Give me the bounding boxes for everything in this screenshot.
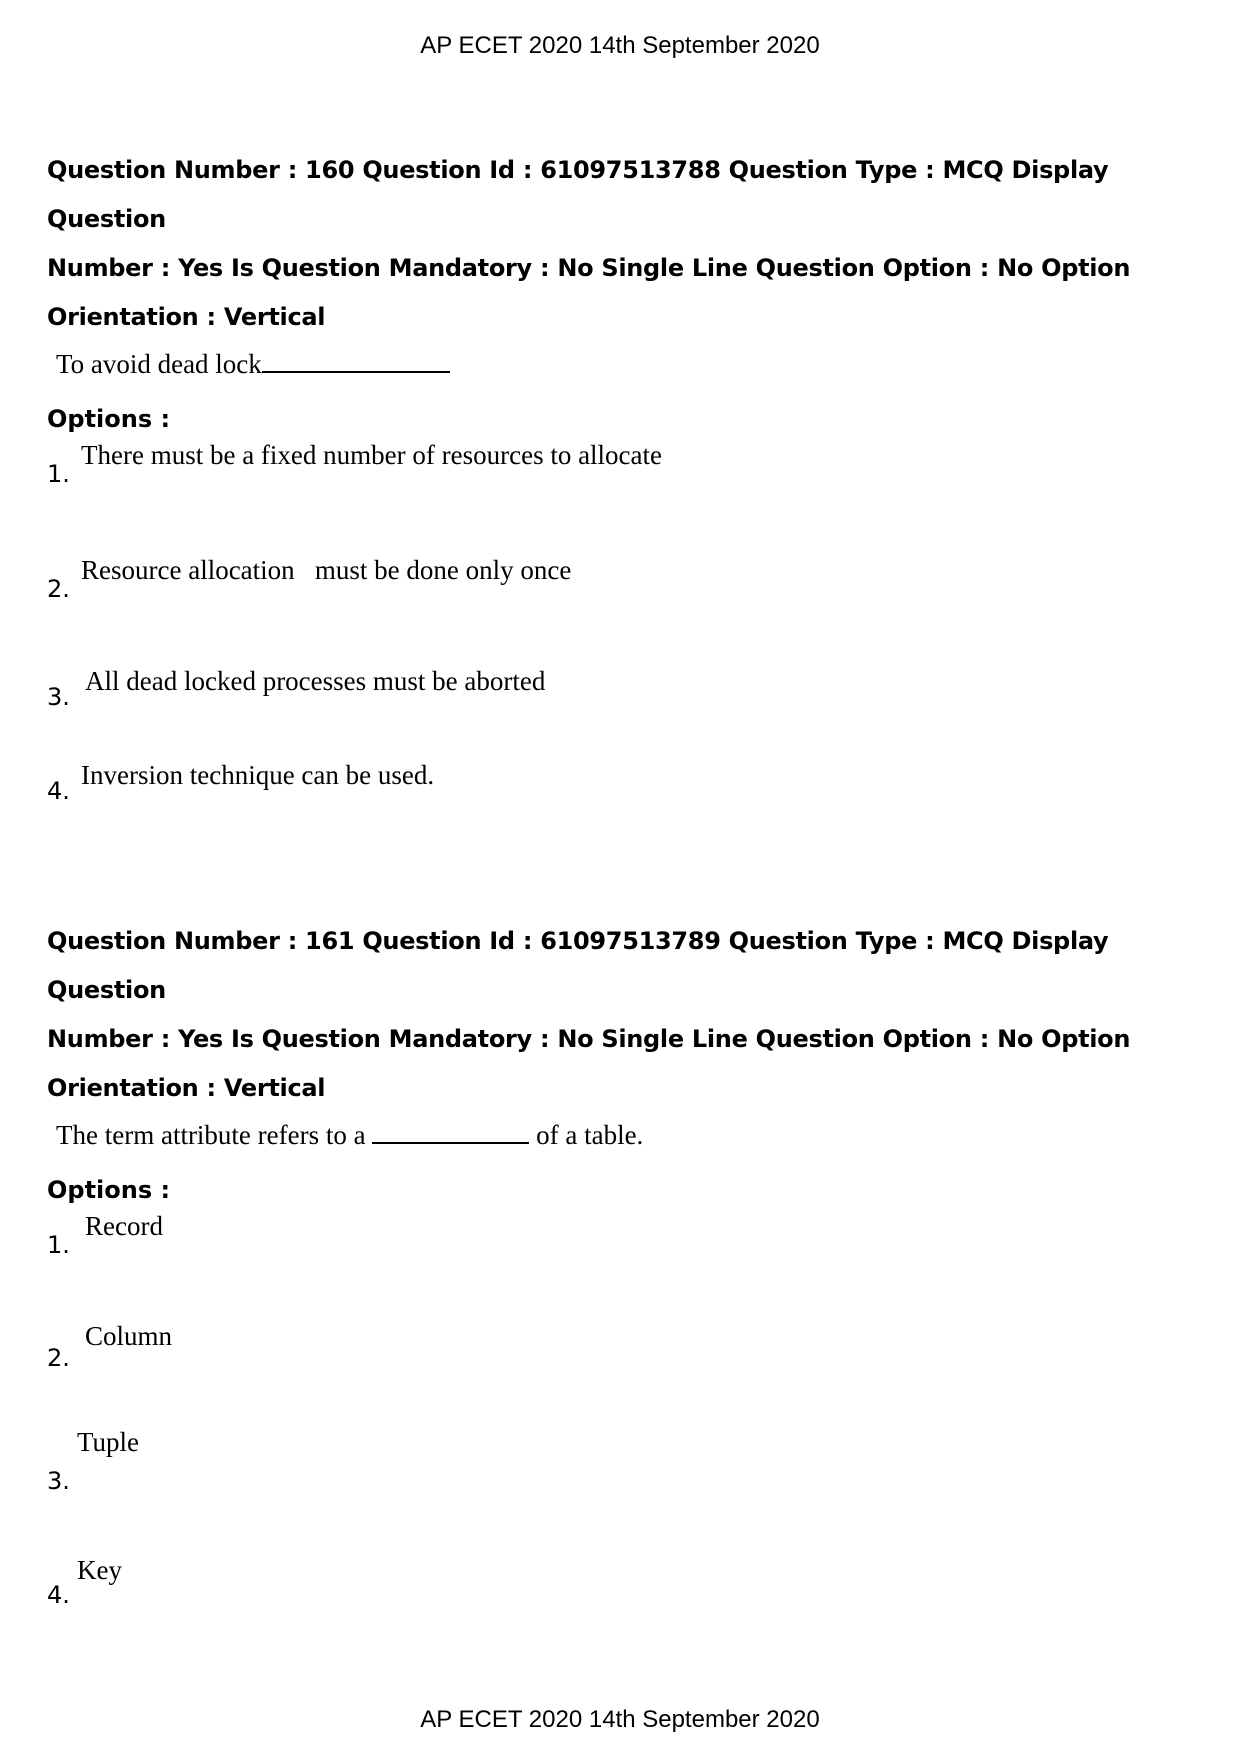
question-text-after: of a table.	[529, 1120, 644, 1150]
option-1[interactable]	[47, 440, 1207, 550]
option-1[interactable]	[47, 1211, 1207, 1321]
question-text-before: The term attribute refers to a	[56, 1120, 373, 1150]
question-meta-line: Question Number : 160 Question Id : 61097513788 Question Type : MCQ Display Question	[47, 156, 1109, 233]
answer-blank	[372, 1116, 529, 1144]
running-footer: AP ECET 2020 14th September 2020	[420, 1706, 820, 1733]
question-meta-line: Orientation : Vertical	[47, 303, 326, 331]
question-meta-line: Question Number : 161 Question Id : 61097513789 Question Type : MCQ Display Question	[47, 927, 1109, 1004]
option-number: 4.	[47, 1581, 70, 1609]
option-number: 3.	[47, 1467, 70, 1495]
question-text	[56, 344, 1207, 388]
question-meta-line: Number : Yes Is Question Mandatory : No Single Line Question Option : No Option	[47, 1025, 1131, 1053]
option-text: Column	[85, 1321, 173, 1351]
running-header: AP ECET 2020 14th September 2020	[420, 32, 820, 59]
option-4[interactable]	[47, 1555, 1207, 1671]
option-number: 3.	[47, 683, 70, 711]
question-text-before: To avoid dead lock	[56, 349, 262, 379]
option-2[interactable]	[47, 550, 1207, 660]
option-text: Record	[85, 1211, 163, 1241]
option-number: 4.	[47, 777, 70, 805]
question-text	[56, 1115, 1207, 1159]
option-number: 1.	[47, 1231, 70, 1259]
option-number: 2.	[47, 575, 70, 603]
question-160	[47, 146, 1207, 880]
option-4[interactable]	[47, 760, 1207, 880]
options-label: Options :	[47, 1176, 171, 1204]
option-text: All dead locked processes must be aborted	[85, 666, 546, 696]
option-number: 1.	[47, 460, 70, 488]
question-meta-line: Orientation : Vertical	[47, 1074, 326, 1102]
question-meta-line: Number : Yes Is Question Mandatory : No Single Line Question Option : No Option	[47, 254, 1131, 282]
option-3[interactable]	[47, 1427, 1207, 1561]
option-text: Tuple	[77, 1427, 140, 1457]
option-text: Resource allocation must be done only once	[81, 555, 572, 585]
option-3[interactable]	[47, 660, 1207, 770]
question-161	[47, 917, 1207, 1671]
option-text: Key	[77, 1555, 122, 1585]
answer-blank	[262, 345, 450, 373]
options-label: Options :	[47, 405, 171, 433]
option-2[interactable]	[47, 1321, 1207, 1431]
option-text: There must be a fixed number of resources to allocate	[81, 440, 663, 470]
option-text: Inversion technique can be used.	[81, 760, 435, 790]
option-number: 2.	[47, 1344, 70, 1372]
